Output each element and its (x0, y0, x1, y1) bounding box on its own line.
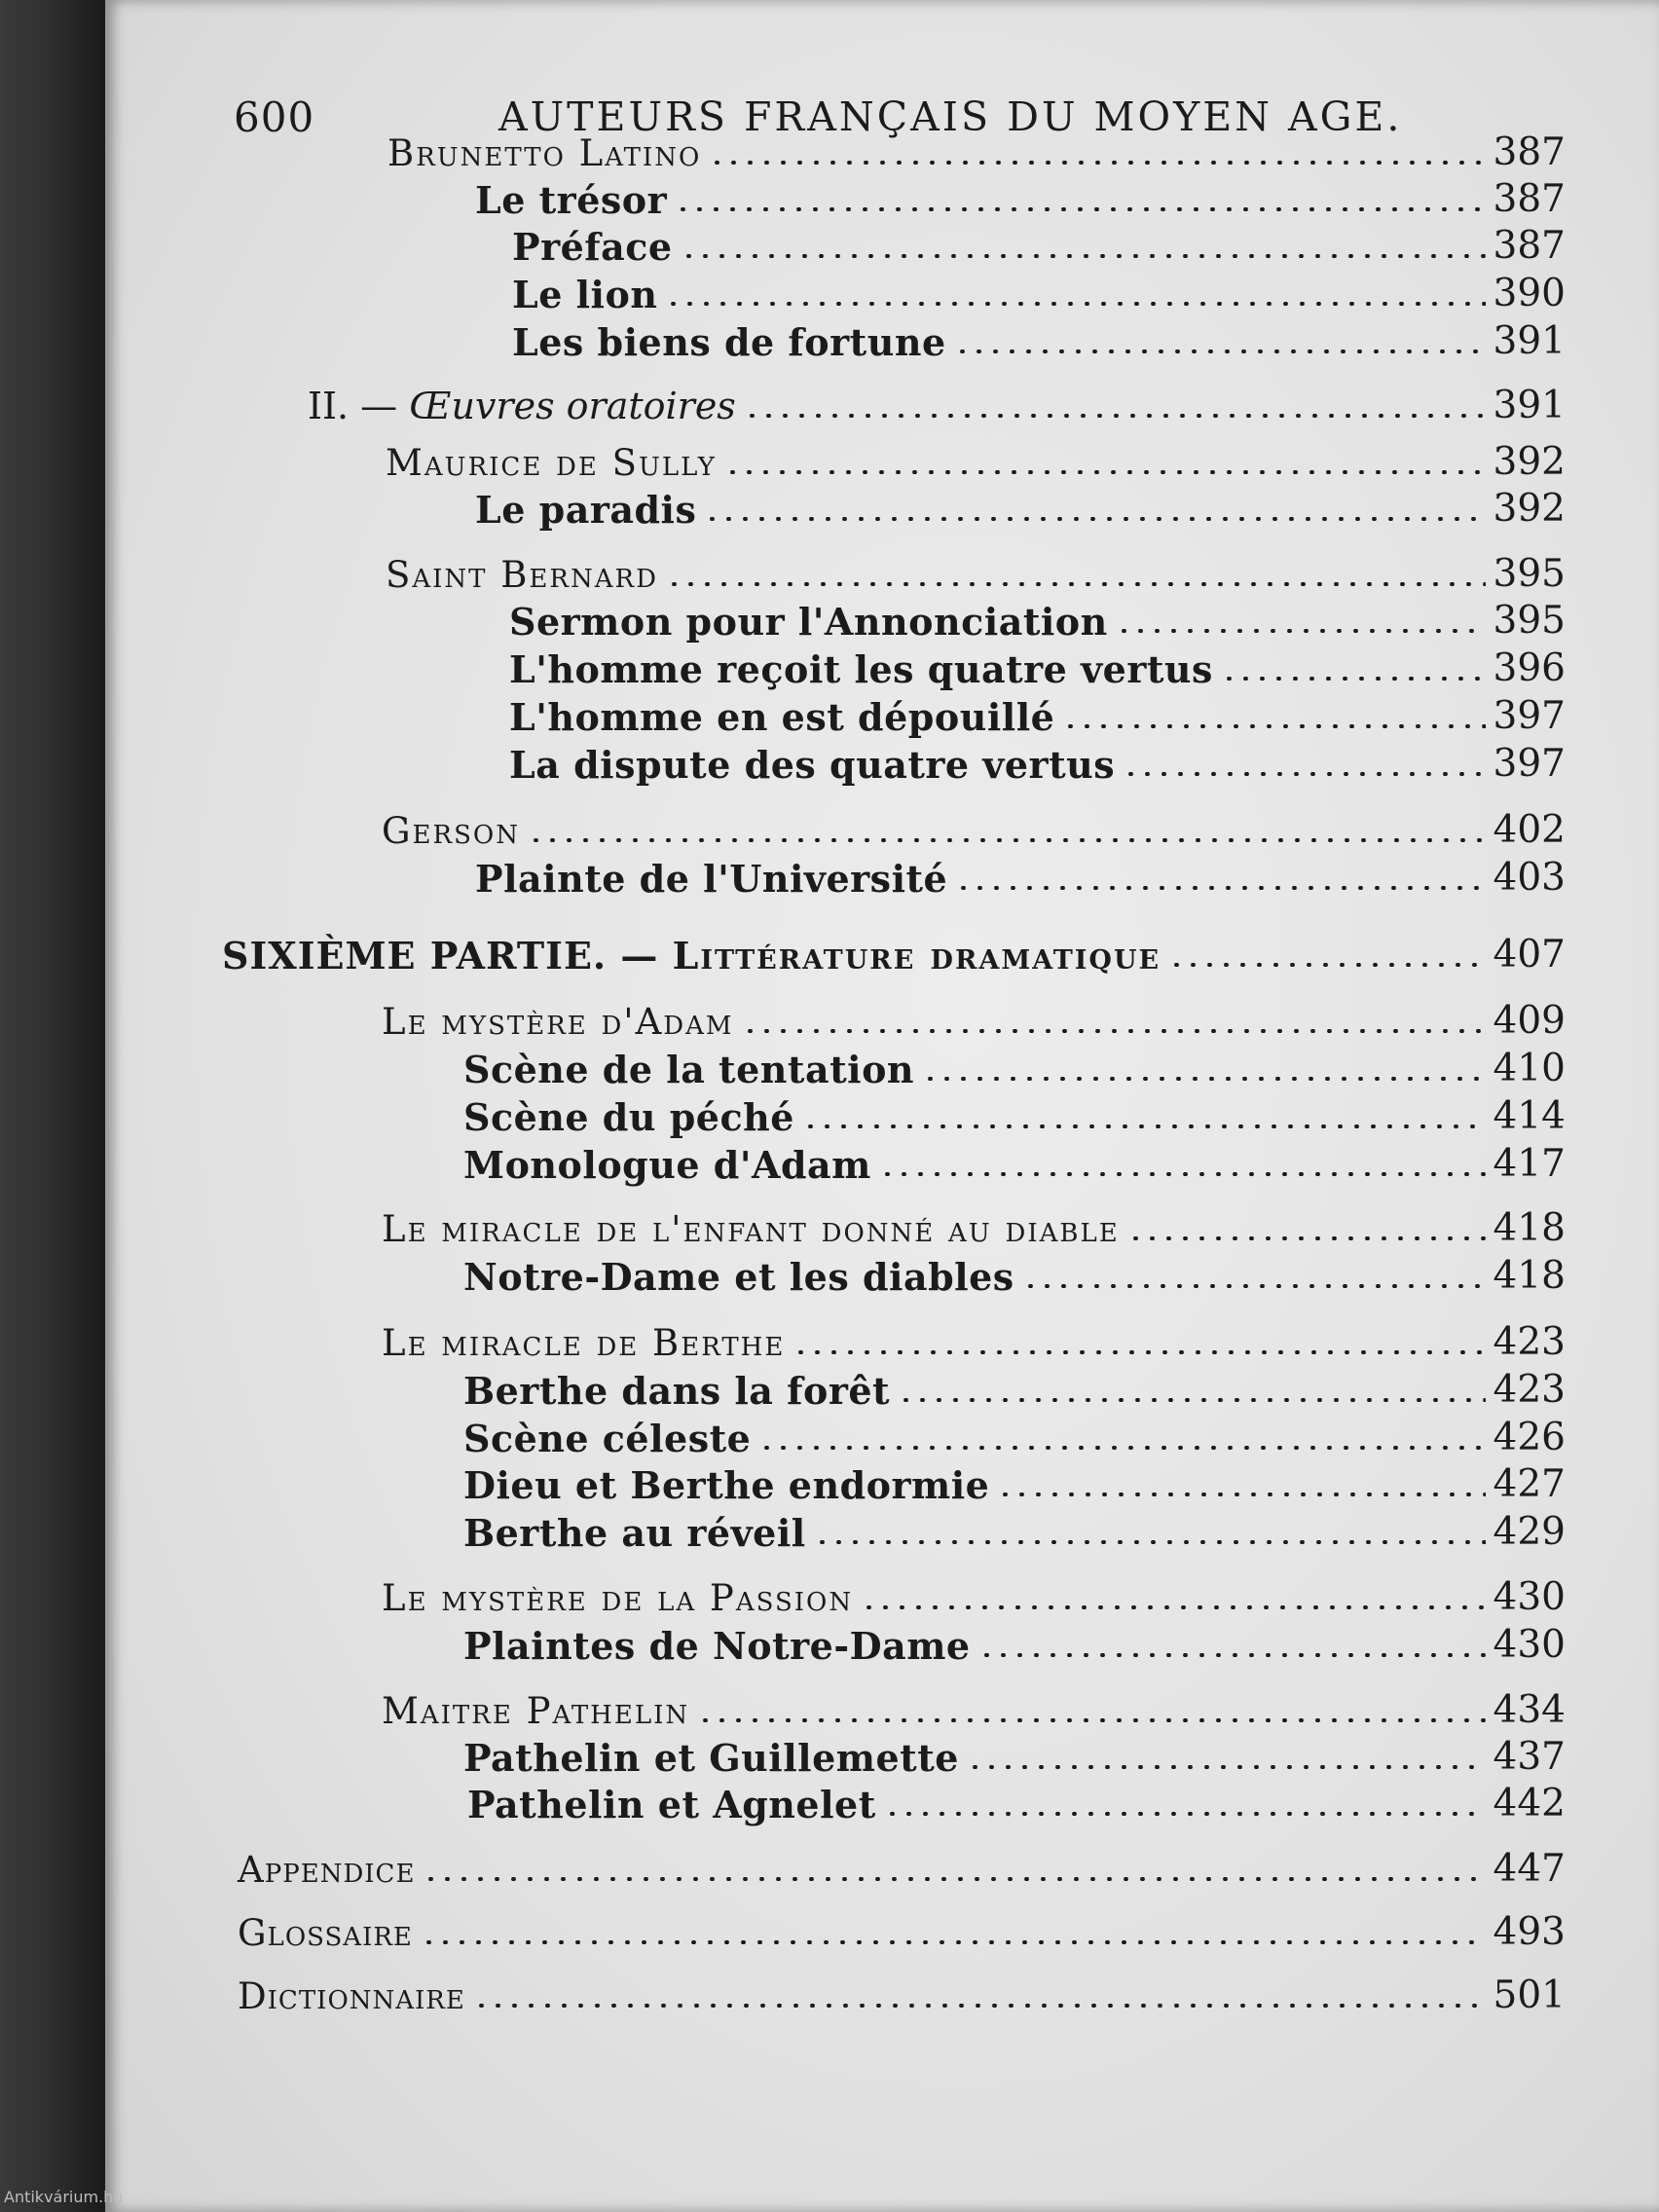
toc-entry-label: Brunetto Latino (387, 132, 702, 175)
table-of-contents (105, 0, 1659, 2212)
toc-page-number: 402 (1493, 808, 1566, 853)
toc-entry-label: Le mystère d'Adam (382, 1001, 734, 1044)
toc-entry (475, 854, 1566, 901)
toc-page-number: 387 (1493, 224, 1566, 269)
toc-entry (382, 1204, 1566, 1251)
toc-page-number: 442 (1493, 1782, 1566, 1826)
toc-entry-label (222, 935, 1161, 977)
toc-entry-label: Plainte de l'Université (475, 857, 948, 902)
dot-leader (922, 1077, 1485, 1081)
toc-entry (222, 931, 1566, 977)
toc-entry-label: L'homme reçoit les quatre vertus (509, 647, 1213, 692)
dot-leader (724, 470, 1486, 474)
toc-page-number: 409 (1493, 999, 1566, 1044)
dot-leader (1127, 1236, 1486, 1240)
toc-page-number: 437 (1493, 1735, 1566, 1780)
toc-entry (467, 1780, 1566, 1826)
part-subtitle: Littérature dramatique (672, 934, 1161, 978)
dot-leader (967, 1765, 1486, 1769)
toc-entry-label: Appendice (238, 1849, 416, 1892)
toc-entry (509, 740, 1566, 787)
dot-leader (744, 414, 1486, 418)
book-spine-shadow (0, 0, 105, 2212)
toc-page-number: 501 (1493, 1973, 1566, 2018)
toc-page-number: 395 (1493, 599, 1566, 644)
toc-entry (512, 270, 1566, 316)
toc-entry (509, 597, 1566, 644)
part-label: SIXIÈME PARTIE. — (222, 934, 673, 978)
dot-leader (473, 2004, 1486, 2008)
toc-page-number: 391 (1493, 319, 1566, 364)
toc-page-number: 396 (1493, 646, 1566, 691)
toc-entry (463, 1460, 1566, 1507)
running-title: AUTEURS FRANÇAIS DU MOYEN AGE. (498, 93, 1403, 140)
dot-leader (1221, 677, 1486, 681)
toc-entry (463, 1092, 1566, 1139)
toc-entry-label: Pathelin et Guillemette (463, 1736, 959, 1781)
dot-leader (742, 1029, 1486, 1033)
toc-entry-label: Scène de la tentation (463, 1048, 915, 1092)
dot-leader (954, 350, 1486, 353)
toc-page-number: 387 (1493, 177, 1566, 222)
dot-leader (758, 1446, 1485, 1450)
toc-page-number: 390 (1493, 272, 1566, 316)
toc-entry (463, 1733, 1566, 1780)
toc-entry (509, 692, 1566, 739)
toc-page-number: 447 (1493, 1847, 1566, 1892)
toc-entry (463, 1508, 1566, 1555)
toc-entry (463, 1366, 1566, 1413)
toc-entry (386, 550, 1566, 597)
toc-entry (382, 1573, 1566, 1620)
toc-page-number: 430 (1493, 1623, 1566, 1668)
toc-page-number: 397 (1493, 694, 1566, 739)
dot-leader (704, 517, 1485, 521)
toc-entry-label: Le trésor (475, 178, 668, 223)
toc-entry-label: Le paradis (475, 488, 697, 533)
toc-entry (475, 485, 1566, 532)
toc-entry-label: Berthe dans la forêt (463, 1369, 891, 1414)
toc-page-number: 430 (1493, 1575, 1566, 1620)
toc-entry-label: Le mystère de la Passion (382, 1577, 854, 1620)
toc-page-number: 414 (1493, 1094, 1566, 1139)
toc-entry-label: Préface (512, 225, 673, 270)
dot-leader (1116, 629, 1486, 633)
toc-entry-label: La dispute des quatre vertus (509, 743, 1116, 788)
dot-leader (879, 1172, 1486, 1176)
toc-entry (382, 1686, 1566, 1733)
dot-leader (1062, 724, 1485, 728)
toc-entry (238, 1972, 1566, 2018)
toc-entry (238, 1908, 1566, 1955)
toc-page-number: 391 (1493, 384, 1566, 428)
dot-leader (709, 161, 1485, 165)
dot-leader (423, 1877, 1485, 1881)
toc-page-number: 403 (1493, 856, 1566, 901)
page-number: 600 (234, 93, 315, 141)
toc-page-number: 427 (1493, 1462, 1566, 1507)
toc-entry-label: Pathelin et Agnelet (467, 1783, 876, 1827)
dot-leader (898, 1398, 1485, 1402)
toc-entry (463, 1045, 1566, 1091)
toc-entry-label: Les biens de fortune (512, 320, 946, 365)
toc-page-number: 434 (1493, 1688, 1566, 1733)
toc-entry-label: Monologue d'Adam (463, 1143, 871, 1188)
dot-leader (421, 1940, 1486, 1944)
toc-entry (475, 175, 1566, 222)
toc-page-number: 395 (1493, 552, 1566, 597)
toc-entry (308, 382, 1566, 428)
toc-entry (387, 129, 1566, 175)
toc-page-number: 493 (1493, 1910, 1566, 1955)
toc-page-number: 418 (1493, 1254, 1566, 1299)
toc-entry-label: Le lion (512, 273, 658, 317)
toc-entry (382, 1318, 1566, 1365)
toc-entry-label: Sermon pour l'Annonciation (509, 600, 1108, 645)
toc-entry-label: Berthe au réveil (463, 1511, 806, 1556)
toc-entry-label: L'homme en est dépouillé (509, 695, 1055, 740)
toc-entry (382, 806, 1566, 853)
dot-leader (997, 1493, 1485, 1496)
dot-leader (1168, 963, 1485, 967)
toc-entry-label: Maurice de Sully (386, 442, 717, 485)
toc-entry-label: Le miracle de l'enfant donné au diable (382, 1208, 1120, 1251)
toc-entry (463, 1621, 1566, 1668)
toc-page-number: 417 (1493, 1142, 1566, 1187)
toc-page-number: 423 (1493, 1368, 1566, 1413)
dot-leader (861, 1605, 1485, 1609)
toc-entry-label: Le miracle de Berthe (382, 1322, 786, 1365)
toc-entry (509, 645, 1566, 691)
dot-leader (675, 207, 1485, 211)
toc-entry-label: Dieu et Berthe endormie (463, 1463, 990, 1508)
toc-entry-label: Gerson (382, 810, 520, 853)
toc-entry-label: Scène céleste (463, 1417, 752, 1461)
toc-page-number: 429 (1493, 1510, 1566, 1555)
toc-page-number: 418 (1493, 1206, 1566, 1251)
toc-page-number: 387 (1493, 130, 1566, 175)
dot-leader (793, 1350, 1485, 1354)
toc-entry (463, 1140, 1566, 1187)
toc-entry (382, 997, 1566, 1044)
dot-leader (955, 886, 1485, 890)
dot-leader (665, 302, 1485, 306)
toc-page-number: 397 (1493, 742, 1566, 787)
book-page (105, 0, 1659, 2212)
toc-entry-label: Maitre Pathelin (382, 1690, 690, 1733)
toc-entry-label: Dictionnaire (238, 1975, 465, 2018)
dot-leader (697, 1718, 1485, 1722)
dot-leader (681, 254, 1486, 258)
toc-page-number: 410 (1493, 1047, 1566, 1091)
toc-page-number: 392 (1493, 440, 1566, 485)
dot-leader (528, 838, 1486, 842)
toc-entry (238, 1845, 1566, 1892)
dot-leader (978, 1653, 1486, 1657)
toc-entry-label: Scène du péché (463, 1095, 794, 1140)
toc-entry-label: Plaintes de Notre-Dame (463, 1624, 971, 1669)
dot-leader (884, 1812, 1486, 1816)
toc-page-number: 392 (1493, 487, 1566, 532)
toc-page-number: 407 (1493, 933, 1566, 977)
dot-leader (1022, 1284, 1486, 1288)
toc-entry-label: Saint Bernard (386, 554, 658, 597)
toc-entry (386, 438, 1566, 485)
dot-leader (666, 582, 1486, 586)
toc-entry (463, 1414, 1566, 1460)
dot-leader (1123, 772, 1485, 776)
toc-entry (463, 1252, 1566, 1299)
toc-entry-label (308, 386, 736, 428)
dot-leader (814, 1540, 1486, 1544)
watermark: Antikvárium.hu (4, 2188, 124, 2206)
section-title: Œuvres oratoires (409, 385, 736, 428)
toc-entry-label: Notre-Dame et les diables (463, 1255, 1014, 1300)
section-numeral: II. — (308, 385, 410, 428)
toc-entry (512, 317, 1566, 364)
toc-entry-label: Glossaire (238, 1912, 413, 1955)
dot-leader (802, 1124, 1486, 1128)
toc-entry (512, 222, 1566, 269)
toc-page-number: 423 (1493, 1320, 1566, 1365)
toc-page-number: 426 (1493, 1416, 1566, 1460)
